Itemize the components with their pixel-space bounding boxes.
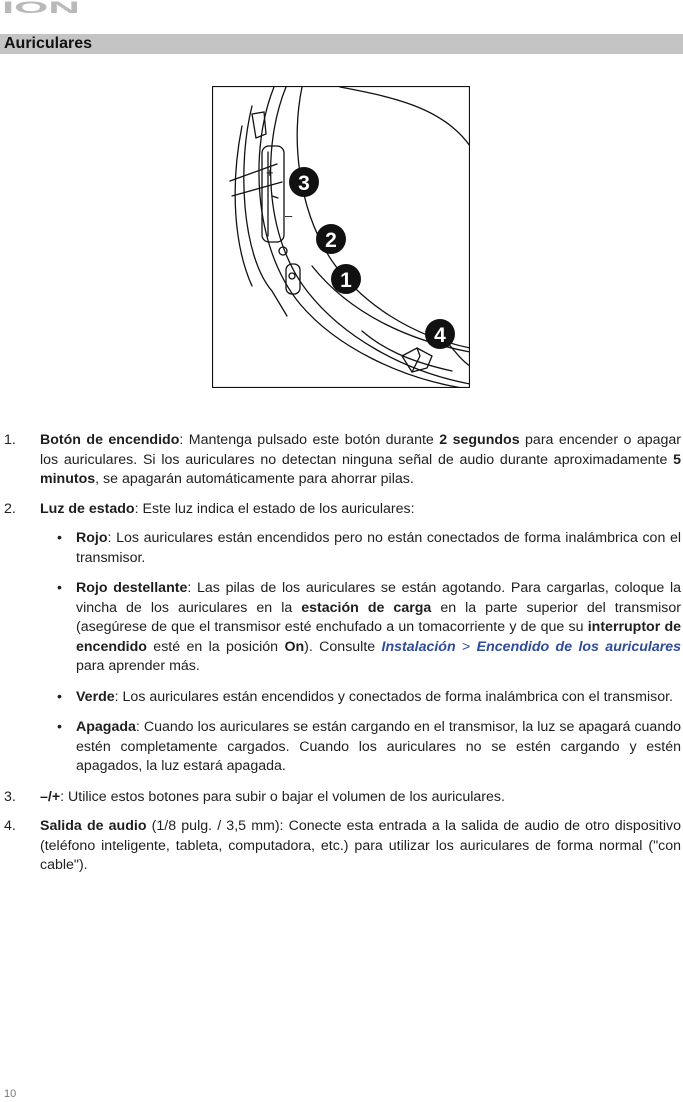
body-text: ). Consulte	[304, 638, 382, 655]
callout-2	[316, 224, 346, 254]
bold-text: Luz de estado	[40, 500, 135, 517]
ion-logo-text: ION	[2, 0, 80, 14]
body-text: (1/8 pulg. / 3,5 mm): Conecte esta entrada a la salida de audio de otro dispositivo (teléfono inteligente, tableta, computadora, etc.) para utilizar los auriculares de forma normal ("con cable").	[40, 818, 681, 873]
bullet-icon: •	[57, 580, 62, 596]
cross-reference-link[interactable]: Instalación	[381, 638, 456, 655]
bold-text: estación de carga	[301, 599, 432, 616]
bold-text: Rojo	[76, 530, 108, 546]
bullet-item	[0, 579, 683, 677]
bold-text: Rojo destellante	[76, 580, 188, 596]
bold-text: Verde	[76, 688, 115, 705]
callout-4-label: 4	[434, 324, 446, 347]
body-text: : Este luz indica el estado de los auriculares:	[134, 500, 415, 517]
body-text: , se apagarán automáticamente para ahorrar pilas.	[95, 471, 414, 487]
list-item-number: 3.	[4, 788, 16, 805]
callout-2-label: 2	[325, 229, 337, 252]
feature-list	[0, 431, 683, 886]
bullet-item	[0, 688, 683, 708]
body-text: para encender o apagar los auriculares. Si los auriculares no detectan ninguna señal de audio durante aproximadamente	[40, 432, 682, 468]
volume-minus-label: –	[285, 208, 293, 223]
callout-3-label: 3	[298, 172, 310, 195]
ion-logo	[2, 0, 82, 14]
body-text: : Los auriculares están encendidos pero no están conectados de forma inalámbrica con el transmisor.	[76, 530, 681, 566]
bold-text: –/+	[40, 788, 61, 805]
body-text: : Los auriculares están encendidos y conectados de forma inalámbrica con el transmisor.	[114, 688, 673, 705]
list-item-number: 2.	[4, 500, 16, 517]
bullet-icon: •	[57, 719, 62, 735]
link-separator: >	[455, 638, 477, 655]
page-number: 10	[4, 1088, 17, 1100]
body-text: : Cuando los auriculares se están cargando en el transmisor, la luz se apagará cuando estén completamente cargados. Cuando los auriculares no se estén cargando y estén apagados, la luz estará apagada.	[76, 719, 681, 774]
bold-text: 5 minutos	[40, 451, 681, 487]
bold-text: interruptor de encendido	[76, 619, 681, 655]
bullet-item	[0, 718, 683, 777]
body-text: para aprender más.	[76, 658, 200, 674]
callout-1-label: 1	[340, 269, 352, 292]
cross-reference-link[interactable]: Encendido de los auriculares	[476, 638, 682, 655]
bold-text: On	[284, 638, 305, 655]
bullet-item	[0, 529, 683, 568]
callout-4	[425, 319, 455, 349]
bold-text: Salida de audio	[40, 818, 147, 834]
section-header-bar	[0, 34, 683, 54]
bold-text: 2 segundos	[439, 432, 520, 448]
callout-1	[331, 264, 361, 294]
headphone-illustration	[212, 86, 470, 388]
bold-text: Apagada	[76, 719, 136, 735]
body-text: : Las pilas de los auriculares se están agotando. Para cargarlas, coloque la vincha de los auriculares en la	[76, 580, 681, 616]
volume-plus-label: +	[266, 165, 274, 180]
bullet-icon: •	[57, 688, 62, 705]
section-title: Auriculares	[4, 35, 93, 52]
body-text: en la parte superior del transmisor (asegúrese de que el transmisor esté enchufado a un tomacorriente y de que su	[76, 599, 681, 635]
list-item	[0, 431, 683, 490]
list-item-number: 4.	[4, 818, 16, 834]
bullet-icon: •	[57, 530, 62, 546]
body-text: : Utilice estos botones para subir o bajar el volumen de los auriculares.	[60, 788, 505, 805]
list-item	[0, 788, 683, 808]
list-item	[0, 817, 683, 876]
body-text: esté en la posición	[146, 638, 285, 655]
callout-3	[289, 167, 319, 197]
bold-text: Botón de encendido	[40, 432, 180, 448]
list-item	[0, 500, 683, 520]
body-text: : Mantenga pulsado este botón durante	[179, 432, 440, 448]
list-item-number: 1.	[4, 432, 16, 448]
